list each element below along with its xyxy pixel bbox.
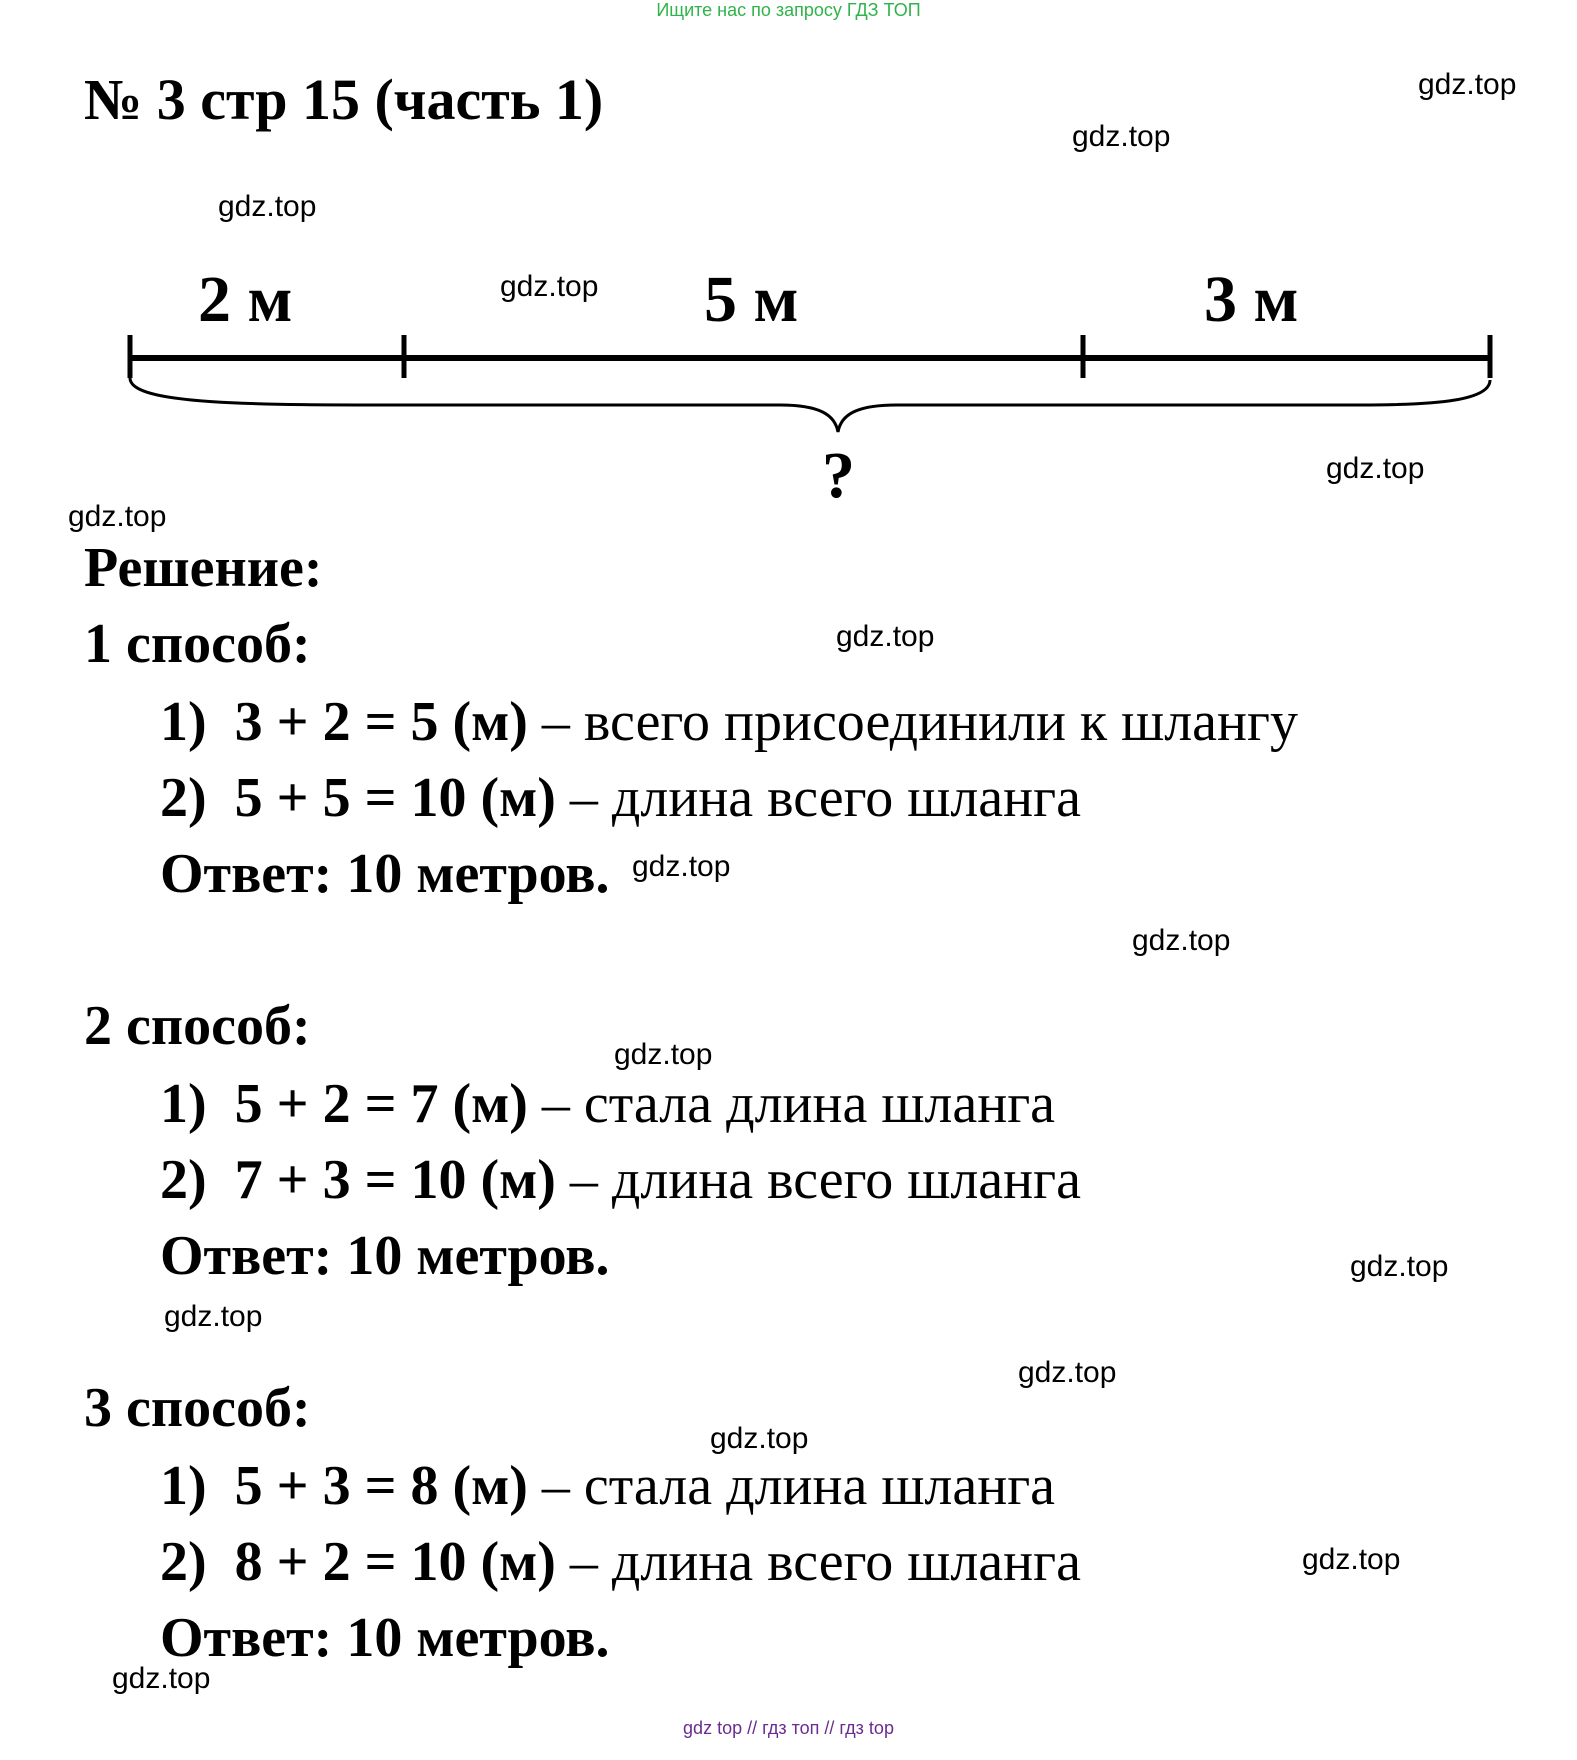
watermark: gdz.top — [500, 270, 599, 303]
segment-label-3: 3 м — [1204, 263, 1299, 336]
method-2-step-1 — [160, 1072, 1055, 1136]
method-2-step-2 — [160, 1148, 1081, 1212]
watermark: gdz.top — [164, 1300, 263, 1333]
step-number: 1) — [160, 1073, 207, 1135]
footer-links: gdz top // гдз топ // гдз top — [683, 1718, 894, 1738]
watermark: gdz.top — [1018, 1356, 1117, 1389]
step-description: – длина всего шланга — [569, 1531, 1081, 1593]
step-number: 2) — [160, 767, 207, 829]
method-3-step-2 — [160, 1530, 1081, 1594]
solution-heading: Решение: — [84, 537, 323, 599]
watermark: gdz.top — [1350, 1250, 1449, 1283]
method-1-heading: 1 способ: — [84, 613, 311, 675]
step-description: – длина всего шланга — [569, 1149, 1081, 1211]
step-description: – длина всего шланга — [569, 767, 1081, 829]
step-expression: 5 + 2 = 7 (м) — [234, 1073, 528, 1135]
watermark: gdz.top — [1326, 452, 1425, 485]
watermark: gdz.top — [614, 1038, 713, 1071]
watermark: gdz.top — [218, 190, 317, 223]
method-1-step-2 — [160, 766, 1081, 830]
step-number: 2) — [160, 1149, 207, 1211]
step-number: 1) — [160, 1455, 207, 1517]
watermark: gdz.top — [68, 500, 167, 533]
total-brace — [130, 378, 1490, 432]
watermark: gdz.top — [1072, 120, 1171, 153]
method-3-step-1 — [160, 1454, 1055, 1518]
step-description: – всего присоединили к шлангу — [541, 691, 1298, 753]
watermark: gdz.top — [1418, 68, 1517, 101]
segment-diagram — [0, 0, 1577, 520]
segment-label-2: 5 м — [704, 263, 799, 336]
method-3-answer: Ответ: 10 метров. — [160, 1607, 610, 1669]
method-2-answer: Ответ: 10 метров. — [160, 1225, 610, 1287]
step-expression: 5 + 5 = 10 (м) — [234, 767, 556, 829]
step-number: 2) — [160, 1531, 207, 1593]
step-description: – стала длина шланга — [541, 1455, 1056, 1517]
step-expression: 8 + 2 = 10 (м) — [234, 1531, 556, 1593]
method-1-step-1 — [160, 690, 1298, 754]
watermark: gdz.top — [632, 850, 731, 883]
step-expression: 7 + 3 = 10 (м) — [234, 1149, 556, 1211]
step-description: – стала длина шланга — [541, 1073, 1056, 1135]
watermark: gdz.top — [710, 1422, 809, 1455]
method-2-heading: 2 способ: — [84, 995, 311, 1057]
segment-label-1: 2 м — [198, 263, 293, 336]
step-expression: 5 + 3 = 8 (м) — [234, 1455, 528, 1517]
watermark: gdz.top — [1302, 1543, 1401, 1576]
watermark: gdz.top — [836, 620, 935, 653]
top-search-note: Ищите нас по запросу ГДЗ ТОП — [656, 0, 921, 20]
page-title: № 3 стр 15 (часть 1) — [84, 67, 604, 132]
method-1-answer: Ответ: 10 метров. — [160, 843, 610, 905]
watermark: gdz.top — [1132, 924, 1231, 957]
watermark: gdz.top — [112, 1662, 211, 1695]
step-expression: 3 + 2 = 5 (м) — [234, 691, 528, 753]
total-unknown: ? — [822, 439, 855, 512]
method-3-heading: 3 способ: — [84, 1377, 311, 1439]
step-number: 1) — [160, 691, 207, 753]
